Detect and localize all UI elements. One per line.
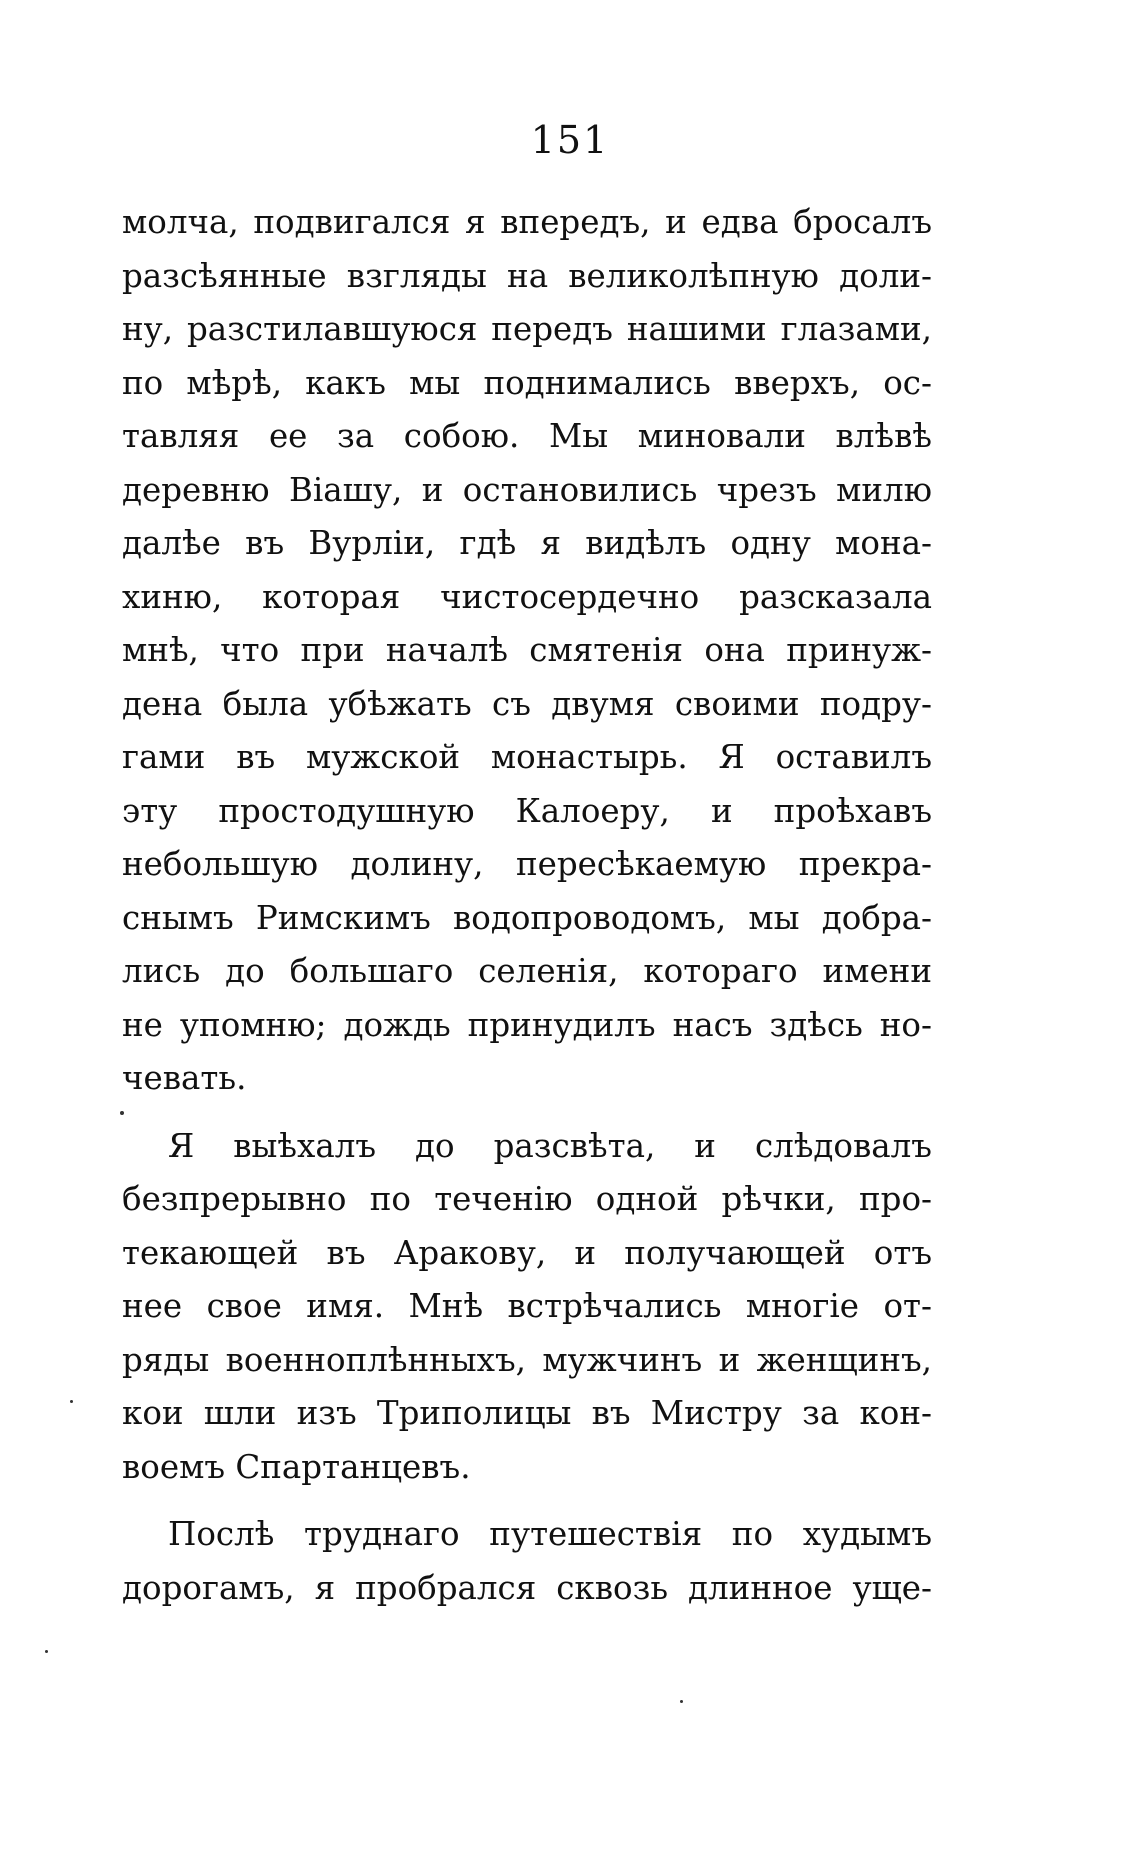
text-line: воемъ Спартанцевъ. bbox=[122, 1447, 471, 1486]
text-line: безпрерывно по теченію одной рѣчки, про- bbox=[122, 1180, 932, 1218]
text-line: лись до большаго селенія, котораго имени bbox=[122, 952, 932, 990]
text-line: разсѣянные взгляды на великолѣпную доли- bbox=[122, 256, 932, 295]
text-line: кои шли изъ Триполицы въ Мистру за кон- bbox=[122, 1394, 932, 1432]
text-line: молча, подвигался я впередъ, и едва бросалъ bbox=[122, 203, 932, 241]
text-line: снымъ Римскимъ водопроводомъ, мы добра- bbox=[122, 898, 932, 937]
text-line: деревню Віашу, и остановились чрезъ милю bbox=[122, 470, 932, 509]
text-line: ряды военноплѣнныхъ, мужчинъ и женщинъ, bbox=[122, 1340, 932, 1379]
paragraph-3 bbox=[122, 1508, 932, 1615]
text-line: гами въ мужской монастырь. Я оставилъ bbox=[122, 738, 932, 776]
text-line: тавляя ее за собою. Мы миновали влѣвѣ bbox=[122, 417, 932, 455]
paragraph-2 bbox=[122, 1120, 932, 1495]
text-line: Послѣ труднаго путешествія по худымъ bbox=[168, 1515, 932, 1553]
scan-speck bbox=[70, 1400, 73, 1403]
text-line: мнѣ, что при началѣ смятенія она принуж- bbox=[122, 631, 932, 669]
text-line: хиню, которая чистосердечно разсказала bbox=[122, 577, 932, 616]
scan-speck bbox=[120, 1111, 124, 1115]
text-line: чевать. bbox=[122, 1059, 247, 1097]
text-line: текающей въ Аракову, и получающей отъ bbox=[122, 1233, 932, 1272]
text-line: далѣе въ Вурліи, гдѣ я видѣлъ одну мона- bbox=[122, 524, 932, 562]
text-line: небольшую долину, пересѣкаемую прекра- bbox=[122, 845, 932, 883]
paragraph-gap bbox=[122, 1494, 932, 1508]
text-line: дорогамъ, я пробрался сквозь длинное уще- bbox=[122, 1568, 932, 1607]
text-line: по мѣрѣ, какъ мы поднимались вверхъ, ос- bbox=[122, 363, 932, 402]
paragraph-gap bbox=[122, 1106, 932, 1120]
page-number: 151 bbox=[530, 118, 610, 162]
paragraph-1 bbox=[122, 196, 932, 1106]
text-line: Я выѣхалъ до разсвѣта, и слѣдовалъ bbox=[168, 1126, 932, 1165]
text-line: дена была убѣжать съ двумя своими подру- bbox=[122, 684, 932, 723]
text-line: не упомню; дождь принудилъ насъ здѣсь но- bbox=[122, 1005, 932, 1044]
scan-speck bbox=[45, 1650, 48, 1653]
text-line: эту простодушную Калоеру, и проѣхавъ bbox=[122, 791, 932, 830]
body-text bbox=[122, 196, 932, 1615]
scan-speck bbox=[680, 1700, 683, 1703]
text-line: ну, разстилавшуюся передъ нашими глазами, bbox=[122, 310, 932, 348]
text-line: нее свое имя. Мнѣ встрѣчались многіе от- bbox=[122, 1287, 932, 1325]
